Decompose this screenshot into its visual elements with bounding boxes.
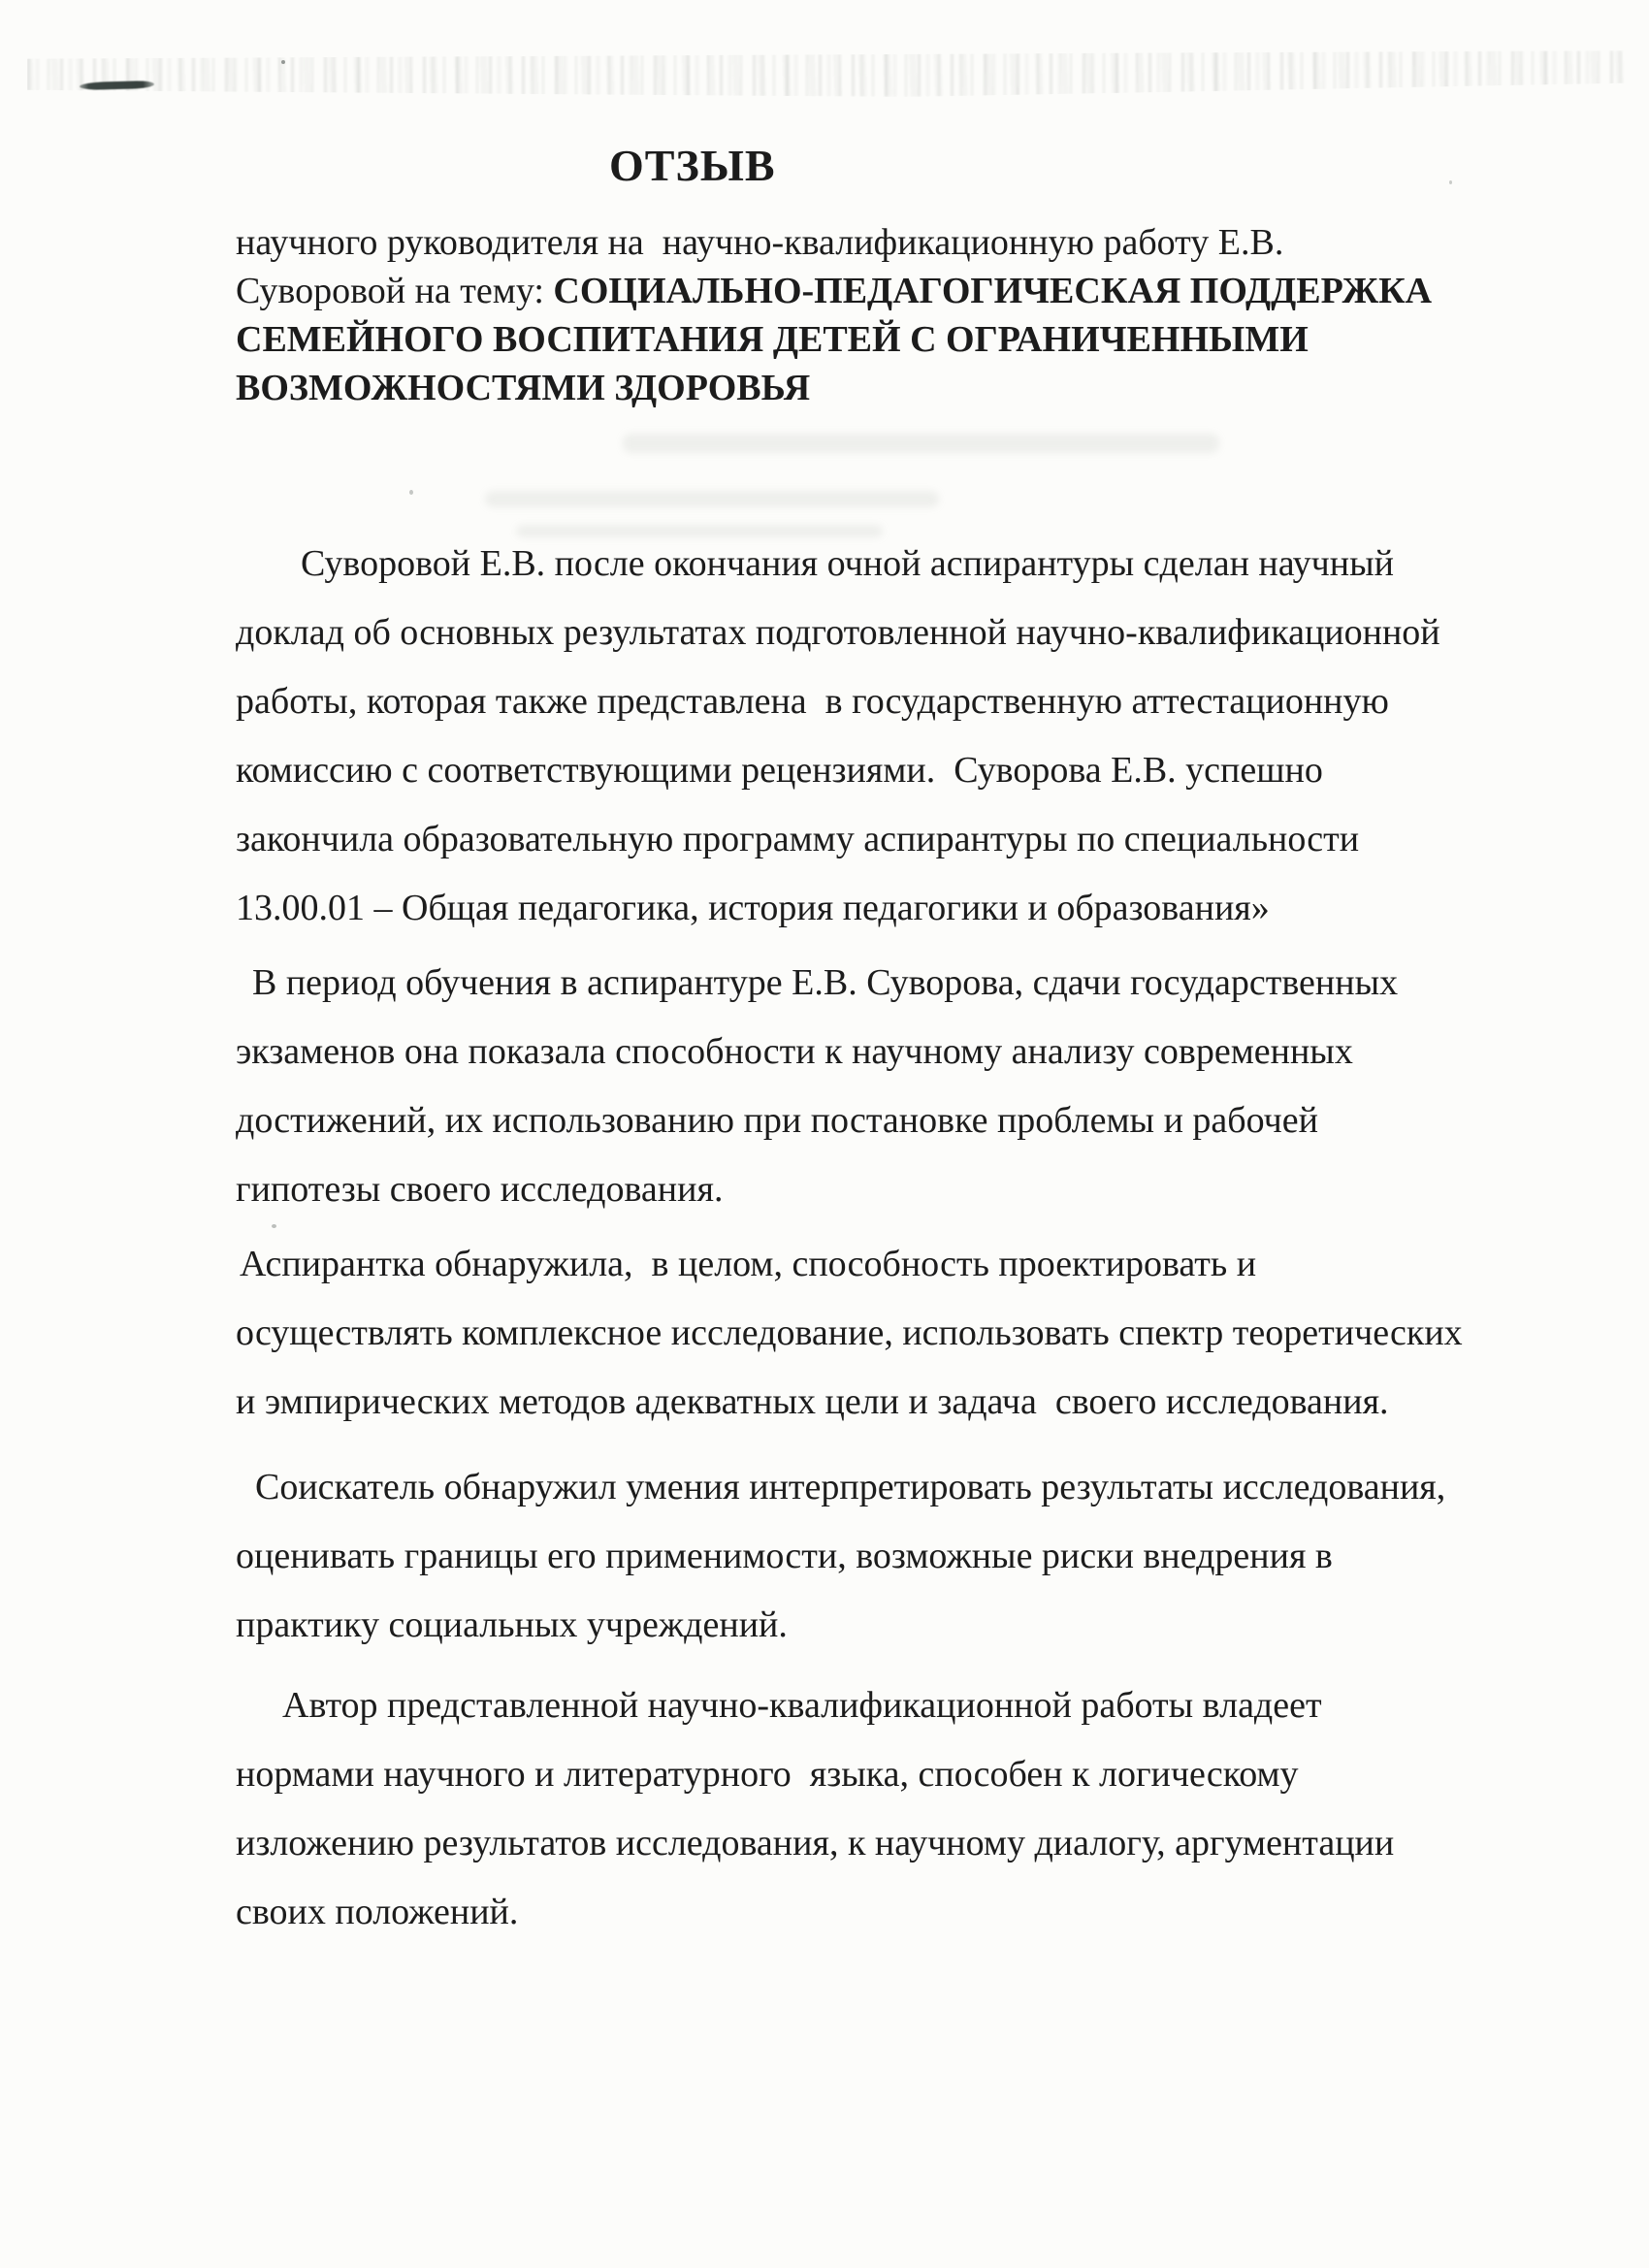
text-line: достижений, их использованию при постановке проблемы и рабочей [236, 1100, 1318, 1141]
paragraph-2 [236, 949, 1536, 1224]
text-line: практику социальных учреждений. [236, 1604, 788, 1645]
text-line: Аспирантка обнаружила, в целом, способность проектировать и [240, 1244, 1257, 1284]
bleed-through-smudge [623, 434, 1219, 453]
heading-line [236, 267, 1536, 315]
text-line: осуществлять комплексное исследование, использовать спектр теоретических [236, 1312, 1463, 1353]
paragraph-5 [236, 1671, 1536, 1947]
paragraph-1 [236, 530, 1536, 943]
bleed-through-smudge [485, 491, 939, 507]
paragraph-4 [236, 1453, 1536, 1660]
text-line: Автор представленной научно-квалификационной работы владеет [282, 1685, 1322, 1726]
text-line: В период обучения в аспирантуре Е.В. Суворова, сдачи государственных [252, 962, 1399, 1003]
text-line: Суворовой Е.В. после окончания очной аспирантуры сделан научный [301, 543, 1394, 584]
thesis-title-part: СОЦИАЛЬНО-ПЕДАГОГИЧЕСКАЯ ПОДДЕРЖКА [553, 271, 1433, 311]
scan-speck [409, 490, 413, 495]
scan-noise-artifact [27, 50, 1626, 97]
scan-speck [1449, 180, 1452, 184]
text-line: и эмпирических методов адекватных цели и задача своего исследования. [236, 1381, 1389, 1422]
scan-speck [281, 60, 285, 64]
text-line: гипотезы своего исследования. [236, 1169, 724, 1210]
review-heading-block [236, 218, 1536, 412]
text-line: изложению результатов исследования, к научному диалогу, аргументации [236, 1823, 1395, 1863]
text-line: комиссию с соответствующими рецензиями. Суворова Е.В. успешно [236, 750, 1323, 791]
thesis-title-line: ВОЗМОЖНОСТЯМИ ЗДОРОВЬЯ [236, 368, 811, 408]
text-line: Соискатель обнаружил умения интерпретировать результаты исследования, [255, 1467, 1446, 1507]
heading-line: научного руководителя на научно-квалификационную работу Е.В. [236, 222, 1284, 263]
paragraph-3 [236, 1230, 1536, 1437]
document-title: ОТЗЫВ [609, 141, 776, 190]
heading-line-regular-part: Суворовой на тему: [236, 271, 554, 311]
text-line: своих положений. [236, 1892, 519, 1932]
thesis-title-line: СЕМЕЙНОГО ВОСПИТАНИЯ ДЕТЕЙ С ОГРАНИЧЕННЫМИ [236, 319, 1309, 360]
text-line: экзаменов она показала способности к научному анализу современных [236, 1031, 1353, 1072]
text-line: 13.00.01 – Общая педагогика, история педагогики и образования» [236, 888, 1270, 928]
text-line: работы, которая также представлена в государственную аттестационную [236, 681, 1389, 722]
text-line: доклад об основных результатах подготовленной научно-квалификационной [236, 612, 1440, 653]
text-line: закончила образовательную программу аспирантуры по специальности [236, 819, 1360, 859]
scan-speck [272, 1224, 276, 1228]
text-line: нормами научного и литературного языка, способен к логическому [236, 1754, 1299, 1795]
text-line: оценивать границы его применимости, возможные риски внедрения в [236, 1536, 1333, 1576]
